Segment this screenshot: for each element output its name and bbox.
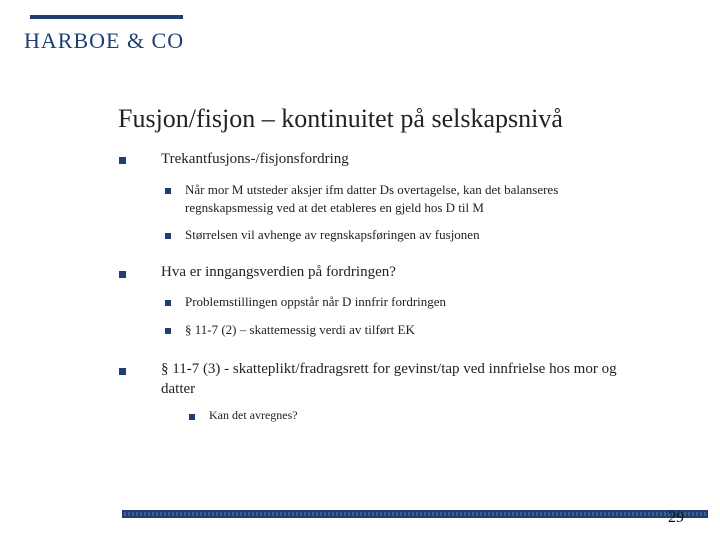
bullet-1-sub-1-line-2: regnskapsmessig ved at det etableres en gjeld hos D til M — [185, 200, 484, 215]
company-logo: HARBOE & CO — [24, 28, 185, 53]
bullet-1-sub-2-line-1: Størrelsen vil avhenge av regnskapsføringen av fusjonen — [185, 227, 480, 242]
bullet-3-line-2: datter — [161, 381, 196, 397]
bullet-3-sub-1-line-1: Kan det avregnes? — [209, 408, 298, 422]
bullet-1-text: Trekantfusjons-/fisjonsfordring — [161, 151, 349, 167]
sub-bullet-marker — [165, 300, 171, 306]
logo-bar — [30, 15, 183, 19]
page-number: 29 — [668, 509, 684, 526]
bullet-marker — [119, 271, 126, 278]
bullet-2-sub-1-line-1: Problemstillingen oppstår når D innfrir fordringen — [185, 294, 447, 309]
bullet-2-text: Hva er inngangsverdien på fordringen? — [161, 264, 396, 280]
sub-bullet-marker — [165, 328, 171, 334]
bullet-marker — [119, 368, 126, 375]
sub-bullet-marker — [189, 414, 195, 420]
bullet-1-sub-1-line-1: Når mor M utsteder aksjer ifm datter Ds overtagelse, kan det balanseres — [185, 182, 559, 197]
sub-bullet-marker — [165, 233, 171, 239]
sub-bullet-marker — [165, 188, 171, 194]
slide-title: Fusjon/fisjon – kontinuitet på selskapsnivå — [118, 104, 563, 133]
footer-bar-pattern — [124, 512, 706, 516]
bullet-3-line-1: § 11-7 (3) - skatteplikt/fradragsrett for gevinst/tap ved innfrielse hos mor og — [161, 361, 617, 377]
bullet-2-sub-2-line-1: § 11-7 (2) – skattemessig verdi av tilført EK — [185, 322, 415, 337]
bullet-marker — [119, 157, 126, 164]
